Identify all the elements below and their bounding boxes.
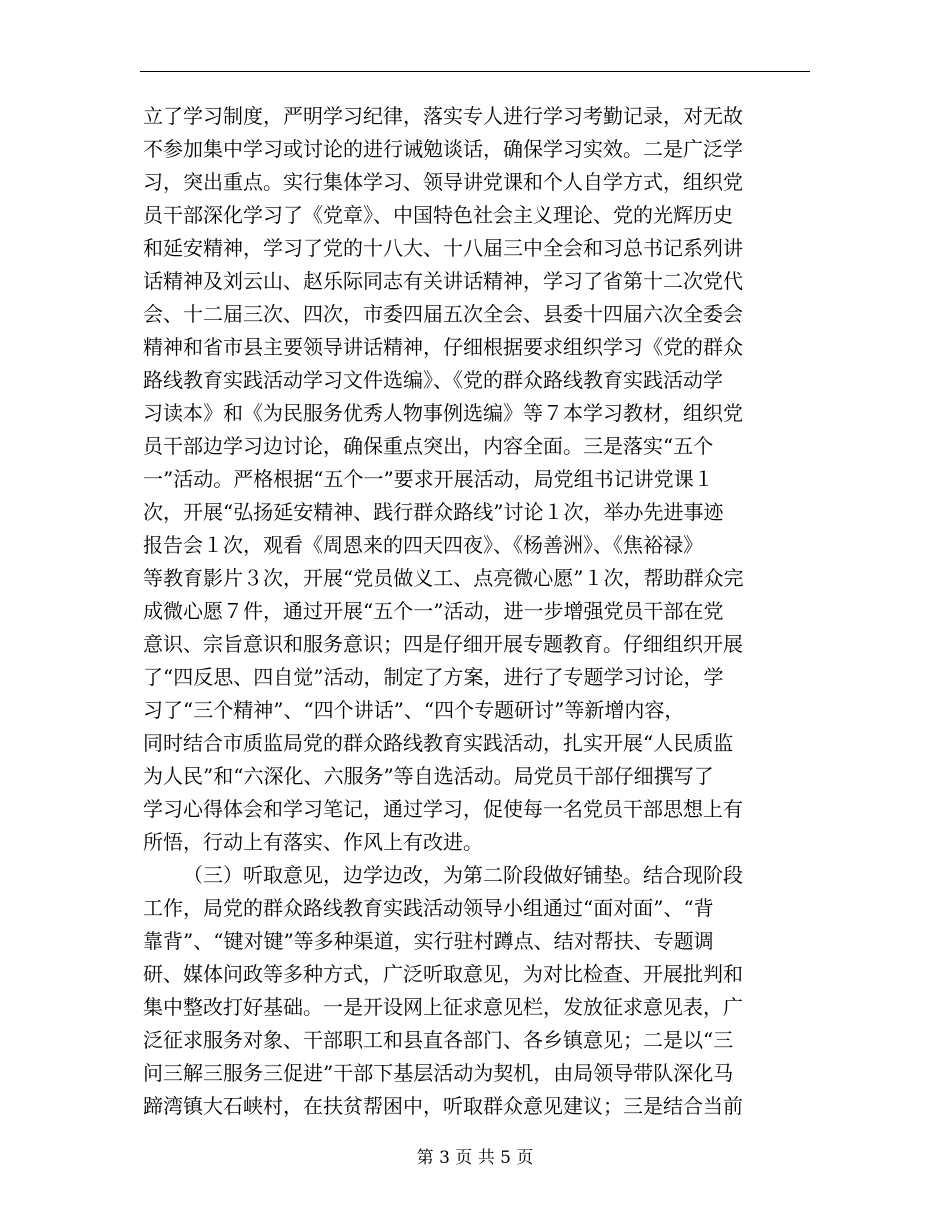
text-line: 一”活动。严格根据“五个一”要求开展活动，局党组书记讲党课１ <box>143 467 714 491</box>
text-line: 蹄湾镇大石峡村，在扶贫帮困中，听取群众意见建议；三是结合当前 <box>143 1094 743 1118</box>
text-line: 泛征求服务对象、干部职工和县直各部门、各乡镇意见；二是以“三 <box>143 1028 734 1052</box>
page-number: 第 3 页 共 5 页 <box>416 1148 534 1168</box>
text-line: 和延安精神，学习了党的十八大、十八届三中全会和习总书记系列讲 <box>143 236 743 260</box>
text-line: 工作，局党的群众路线教育实践活动领导小组通过“面对面”、“背 <box>143 896 714 920</box>
text-line: 同时结合市质监局党的群众路线教育实践活动，扎实开展“人民质监 <box>143 731 734 755</box>
text-line: 学习心得体会和学习笔记，通过学习，促使每一名党员干部思想上有 <box>143 797 743 821</box>
text-line: 靠背”、“键对键”等多种渠道，实行驻村蹲点、结对帮扶、专题调 <box>143 929 714 953</box>
text-line: 习读本》和《为民服务优秀人物事例选编》等７本学习教材，组织党 <box>143 401 743 425</box>
text-line: 路线教育实践活动学习文件选编》、《党的群众路线教育实践活动学 <box>143 368 723 392</box>
text-line: 报告会１次，观看《周恩来的四天四夜》、《杨善洲》、《焦裕禄》 <box>143 533 703 557</box>
text-line: 不参加集中学习或讨论的进行诫勉谈话，确保学习实效。二是广泛学 <box>143 137 743 161</box>
text-line: 会、十二届三次、四次，市委四届五次全会、县委十四届六次全委会 <box>143 302 743 326</box>
text-line: 了“四反思、四自觉”活动，制定了方案，进行了专题学习讨论，学 <box>143 665 724 689</box>
text-line: 所悟，行动上有落实、作风上有改进。 <box>143 830 483 854</box>
text-line: 为人民”和“六深化、六服务”等自选活动。局党员干部仔细撰写了 <box>143 764 714 788</box>
text-line: 研、媒体问政等多种方式，广泛听取意见，为对比检查、开展批判和 <box>143 962 743 986</box>
text-line: 次，开展“弘扬延安精神、践行群众路线”讨论１次，举办先进事迹 <box>143 500 724 524</box>
text-line: 集中整改打好基础。一是开设网上征求意见栏，发放征求意见表，广 <box>143 995 743 1019</box>
text-line: 问三解三服务三促进”干部下基层活动为契机，由局领导带队深化马 <box>143 1061 734 1085</box>
text-line: 成微心愿７件，通过开展“五个一”活动，进一步增强党员干部在党 <box>143 599 724 623</box>
text-line: 意识、宗旨意识和服务意识；四是仔细开展专题教育。仔细组织开展 <box>143 632 743 656</box>
text-line: 习，突出重点。实行集体学习、领导讲党课和个人自学方式，组织党 <box>143 170 743 194</box>
text-line: 等教育影片３次，开展“党员做义工、点亮微心愿”１次，帮助群众完 <box>143 566 744 590</box>
header-rule <box>140 71 810 72</box>
text-line: 立了学习制度，严明学习纪律，落实专人进行学习考勤记录，对无故 <box>143 104 743 128</box>
text-line: 话精神及刘云山、赵乐际同志有关讲话精神，学习了省第十二次党代 <box>143 269 743 293</box>
text-line: 员干部深化学习了《党章》、中国特色社会主义理论、党的光辉历史 <box>143 203 733 227</box>
text-line: 员干部边学习边讨论，确保重点突出，内容全面。三是落实“五个 <box>143 434 714 458</box>
text-line: 习了“三个精神”、“四个讲话”、“四个专题研讨”等新增内容， <box>143 698 685 722</box>
body-text <box>143 100 801 1123</box>
section-heading-line: （三）听取意见，边学边改，为第二阶段做好铺垫。结合现阶段 <box>183 863 743 887</box>
text-line: 精神和省市县主要领导讲话精神，仔细根据要求组织学习《党的群众 <box>143 335 743 359</box>
